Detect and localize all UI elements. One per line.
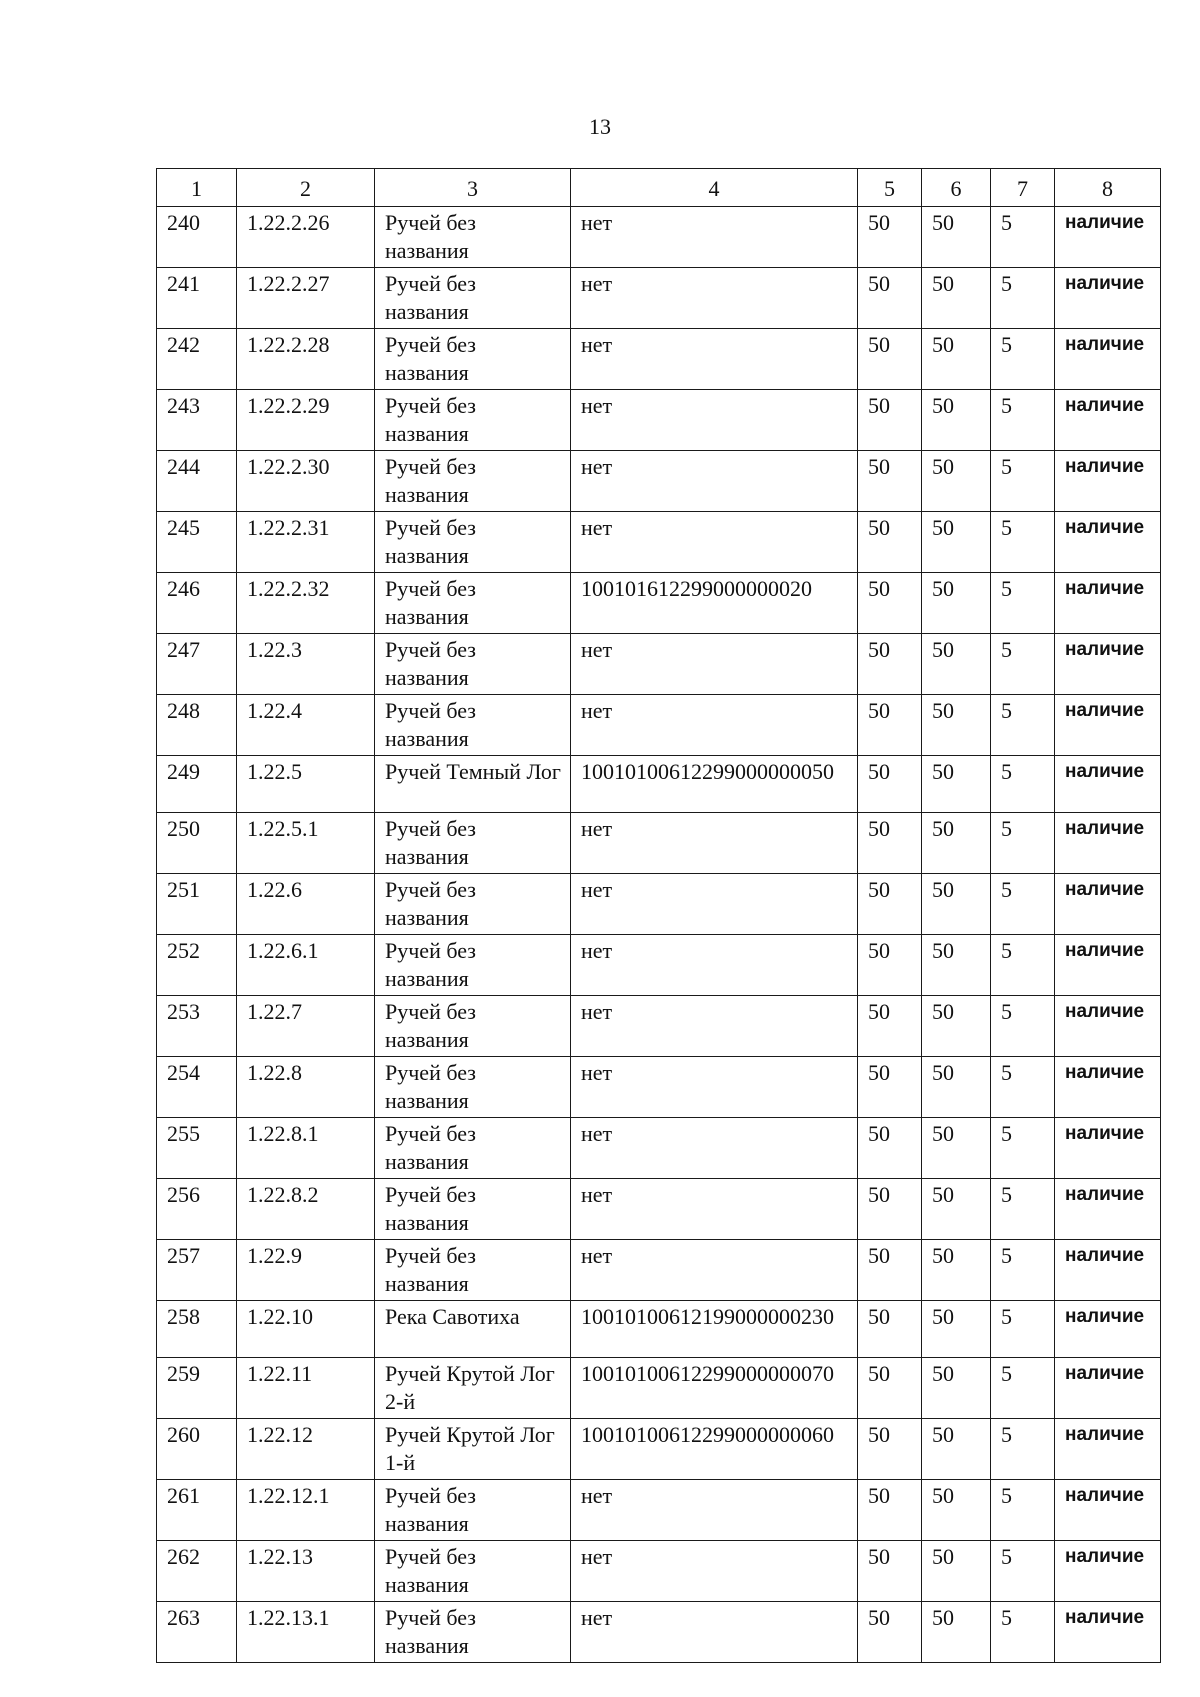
cell-status: наличие [1055,996,1161,1057]
cell-object-name: Ручей Крутой Лог 1-й [375,1419,571,1480]
cell-object-name: Ручей без названия [375,634,571,695]
cell-value-7: 5 [991,1358,1055,1419]
cell-row-number: 258 [157,1301,237,1358]
cell-status: наличие [1055,935,1161,996]
cell-value-7: 5 [991,512,1055,573]
cell-object-name: Ручей без названия [375,390,571,451]
cell-registry-code: нет [571,1118,858,1179]
header-cell: 4 [571,169,858,207]
cell-value-7: 5 [991,1118,1055,1179]
cell-value-5: 50 [858,935,922,996]
cell-registry-code: нет [571,512,858,573]
cell-row-number: 247 [157,634,237,695]
cell-object-name: Ручей без названия [375,512,571,573]
cell-row-number: 245 [157,512,237,573]
header-cell: 1 [157,169,237,207]
table-row [157,329,1161,390]
cell-status: наличие [1055,1602,1161,1663]
cell-registry-code: нет [571,1057,858,1118]
cell-value-7: 5 [991,573,1055,634]
cell-value-6: 50 [922,451,991,512]
cell-value-6: 50 [922,813,991,874]
cell-object-name: Ручей без названия [375,573,571,634]
cell-code: 1.22.2.32 [237,573,375,634]
cell-value-6: 50 [922,935,991,996]
cell-status: наличие [1055,1240,1161,1301]
cell-row-number: 240 [157,207,237,268]
cell-status: наличие [1055,1541,1161,1602]
cell-code: 1.22.3 [237,634,375,695]
cell-object-name: Ручей без названия [375,1240,571,1301]
cell-status: наличие [1055,1057,1161,1118]
cell-row-number: 242 [157,329,237,390]
cell-registry-code: нет [571,874,858,935]
cell-status: наличие [1055,1358,1161,1419]
cell-code: 1.22.12 [237,1419,375,1480]
cell-code: 1.22.8 [237,1057,375,1118]
cell-value-5: 50 [858,1057,922,1118]
cell-row-number: 262 [157,1541,237,1602]
cell-code: 1.22.13 [237,1541,375,1602]
table-row [157,996,1161,1057]
header-cell: 5 [858,169,922,207]
cell-code: 1.22.12.1 [237,1480,375,1541]
cell-value-6: 50 [922,207,991,268]
cell-value-7: 5 [991,996,1055,1057]
cell-value-7: 5 [991,756,1055,813]
cell-code: 1.22.8.1 [237,1118,375,1179]
cell-registry-code: 10010100612199000000230 [571,1301,858,1358]
header-cell: 8 [1055,169,1161,207]
cell-object-name: Ручей без названия [375,1179,571,1240]
cell-value-5: 50 [858,451,922,512]
cell-status: наличие [1055,1118,1161,1179]
cell-value-7: 5 [991,634,1055,695]
cell-value-6: 50 [922,756,991,813]
cell-value-7: 5 [991,1240,1055,1301]
header-cell: 3 [375,169,571,207]
cell-value-6: 50 [922,1541,991,1602]
cell-status: наличие [1055,451,1161,512]
cell-object-name: Ручей без названия [375,695,571,756]
table-row [157,756,1161,813]
table-row [157,573,1161,634]
cell-registry-code: нет [571,695,858,756]
cell-value-5: 50 [858,512,922,573]
cell-object-name: Ручей Темный Лог [375,756,571,813]
cell-status: наличие [1055,634,1161,695]
cell-registry-code: 10010100612299000000070 [571,1358,858,1419]
cell-value-5: 50 [858,1480,922,1541]
cell-object-name: Ручей без названия [375,935,571,996]
cell-status: наличие [1055,512,1161,573]
table-row [157,451,1161,512]
cell-registry-code: нет [571,935,858,996]
cell-row-number: 254 [157,1057,237,1118]
cell-value-7: 5 [991,874,1055,935]
cell-value-6: 50 [922,1240,991,1301]
cell-registry-code: нет [571,1541,858,1602]
water-objects-table [156,168,1161,1663]
cell-value-6: 50 [922,1419,991,1480]
table-row [157,874,1161,935]
cell-code: 1.22.7 [237,996,375,1057]
cell-value-5: 50 [858,996,922,1057]
cell-status: наличие [1055,1301,1161,1358]
cell-object-name: Река Савотиха [375,1301,571,1358]
cell-row-number: 244 [157,451,237,512]
table-row [157,1480,1161,1541]
cell-registry-code: нет [571,813,858,874]
cell-code: 1.22.2.29 [237,390,375,451]
cell-code: 1.22.2.30 [237,451,375,512]
cell-code: 1.22.8.2 [237,1179,375,1240]
cell-value-7: 5 [991,207,1055,268]
table-row [157,1602,1161,1663]
table-row [157,390,1161,451]
cell-registry-code: нет [571,451,858,512]
cell-row-number: 255 [157,1118,237,1179]
cell-value-5: 50 [858,1602,922,1663]
cell-value-5: 50 [858,695,922,756]
cell-value-6: 50 [922,695,991,756]
cell-value-5: 50 [858,1118,922,1179]
cell-value-7: 5 [991,1179,1055,1240]
cell-row-number: 261 [157,1480,237,1541]
cell-code: 1.22.6 [237,874,375,935]
cell-row-number: 253 [157,996,237,1057]
cell-value-7: 5 [991,1301,1055,1358]
cell-object-name: Ручей без названия [375,268,571,329]
cell-status: наличие [1055,329,1161,390]
cell-value-5: 50 [858,1301,922,1358]
table-row [157,1057,1161,1118]
cell-value-5: 50 [858,1419,922,1480]
cell-value-5: 50 [858,874,922,935]
cell-row-number: 263 [157,1602,237,1663]
cell-row-number: 249 [157,756,237,813]
cell-object-name: Ручей без названия [375,813,571,874]
cell-code: 1.22.9 [237,1240,375,1301]
cell-value-5: 50 [858,390,922,451]
cell-value-5: 50 [858,813,922,874]
cell-status: наличие [1055,1480,1161,1541]
cell-value-6: 50 [922,573,991,634]
cell-registry-code: нет [571,1179,858,1240]
cell-value-7: 5 [991,451,1055,512]
cell-status: наличие [1055,573,1161,634]
cell-code: 1.22.2.27 [237,268,375,329]
cell-value-7: 5 [991,1541,1055,1602]
cell-row-number: 250 [157,813,237,874]
cell-value-5: 50 [858,1541,922,1602]
cell-object-name: Ручей без названия [375,1541,571,1602]
cell-row-number: 257 [157,1240,237,1301]
table-header-row [157,169,1161,207]
header-cell: 6 [922,169,991,207]
cell-registry-code: нет [571,634,858,695]
cell-code: 1.22.5.1 [237,813,375,874]
cell-row-number: 256 [157,1179,237,1240]
cell-value-6: 50 [922,512,991,573]
cell-object-name: Ручей без названия [375,329,571,390]
cell-value-6: 50 [922,1179,991,1240]
cell-value-6: 50 [922,1118,991,1179]
cell-value-6: 50 [922,1301,991,1358]
cell-value-7: 5 [991,695,1055,756]
cell-value-5: 50 [858,573,922,634]
cell-object-name: Ручей без названия [375,874,571,935]
cell-value-7: 5 [991,390,1055,451]
cell-code: 1.22.6.1 [237,935,375,996]
cell-row-number: 243 [157,390,237,451]
cell-value-7: 5 [991,1480,1055,1541]
cell-registry-code: нет [571,390,858,451]
cell-object-name: Ручей без названия [375,996,571,1057]
cell-value-5: 50 [858,207,922,268]
cell-object-name: Ручей без названия [375,1480,571,1541]
table-row [157,634,1161,695]
table-row [157,207,1161,268]
cell-value-7: 5 [991,268,1055,329]
cell-status: наличие [1055,756,1161,813]
table-row [157,1358,1161,1419]
cell-registry-code: 10010100612299000000060 [571,1419,858,1480]
cell-status: наличие [1055,207,1161,268]
cell-value-6: 50 [922,996,991,1057]
cell-value-5: 50 [858,756,922,813]
cell-value-6: 50 [922,1480,991,1541]
cell-value-5: 50 [858,1179,922,1240]
cell-value-6: 50 [922,329,991,390]
cell-value-6: 50 [922,1057,991,1118]
cell-value-5: 50 [858,329,922,390]
cell-value-7: 5 [991,1419,1055,1480]
table-row [157,695,1161,756]
cell-value-5: 50 [858,268,922,329]
cell-value-5: 50 [858,634,922,695]
cell-code: 1.22.2.31 [237,512,375,573]
cell-value-5: 50 [858,1358,922,1419]
table-row [157,1541,1161,1602]
cell-registry-code: 10010100612299000000050 [571,756,858,813]
cell-value-6: 50 [922,390,991,451]
cell-object-name: Ручей без названия [375,1118,571,1179]
page-number: 13 [589,114,611,139]
cell-registry-code: нет [571,1240,858,1301]
cell-code: 1.22.5 [237,756,375,813]
cell-status: наличие [1055,268,1161,329]
cell-object-name: Ручей без названия [375,207,571,268]
cell-status: наличие [1055,1419,1161,1480]
cell-code: 1.22.11 [237,1358,375,1419]
table-row [157,813,1161,874]
cell-status: наличие [1055,874,1161,935]
cell-registry-code: нет [571,1480,858,1541]
cell-code: 1.22.10 [237,1301,375,1358]
cell-object-name: Ручей без названия [375,1602,571,1663]
table-row [157,1179,1161,1240]
cell-value-5: 50 [858,1240,922,1301]
cell-value-7: 5 [991,1057,1055,1118]
cell-registry-code: нет [571,1602,858,1663]
cell-value-6: 50 [922,634,991,695]
cell-object-name: Ручей без названия [375,451,571,512]
cell-code: 1.22.4 [237,695,375,756]
table-row [157,1419,1161,1480]
cell-object-name: Ручей Крутой Лог 2-й [375,1358,571,1419]
cell-row-number: 241 [157,268,237,329]
header-cell: 7 [991,169,1055,207]
cell-object-name: Ручей без названия [375,1057,571,1118]
cell-row-number: 251 [157,874,237,935]
cell-status: наличие [1055,695,1161,756]
cell-registry-code: нет [571,996,858,1057]
cell-value-6: 50 [922,1602,991,1663]
cell-value-6: 50 [922,874,991,935]
cell-value-7: 5 [991,813,1055,874]
cell-value-7: 5 [991,1602,1055,1663]
cell-registry-code: нет [571,268,858,329]
cell-value-6: 50 [922,268,991,329]
header-cell: 2 [237,169,375,207]
table-body [157,207,1161,1663]
table-row [157,512,1161,573]
cell-value-6: 50 [922,1358,991,1419]
table-row [157,268,1161,329]
table-row [157,1301,1161,1358]
cell-registry-code: 100101612299000000020 [571,573,858,634]
cell-row-number: 252 [157,935,237,996]
cell-code: 1.22.13.1 [237,1602,375,1663]
cell-code: 1.22.2.28 [237,329,375,390]
cell-row-number: 248 [157,695,237,756]
cell-row-number: 246 [157,573,237,634]
table-row [157,1240,1161,1301]
cell-row-number: 259 [157,1358,237,1419]
cell-registry-code: нет [571,207,858,268]
cell-value-7: 5 [991,329,1055,390]
cell-registry-code: нет [571,329,858,390]
cell-status: наличие [1055,1179,1161,1240]
cell-code: 1.22.2.26 [237,207,375,268]
cell-value-7: 5 [991,935,1055,996]
cell-status: наличие [1055,813,1161,874]
cell-row-number: 260 [157,1419,237,1480]
table-row [157,935,1161,996]
cell-status: наличие [1055,390,1161,451]
table-row [157,1118,1161,1179]
